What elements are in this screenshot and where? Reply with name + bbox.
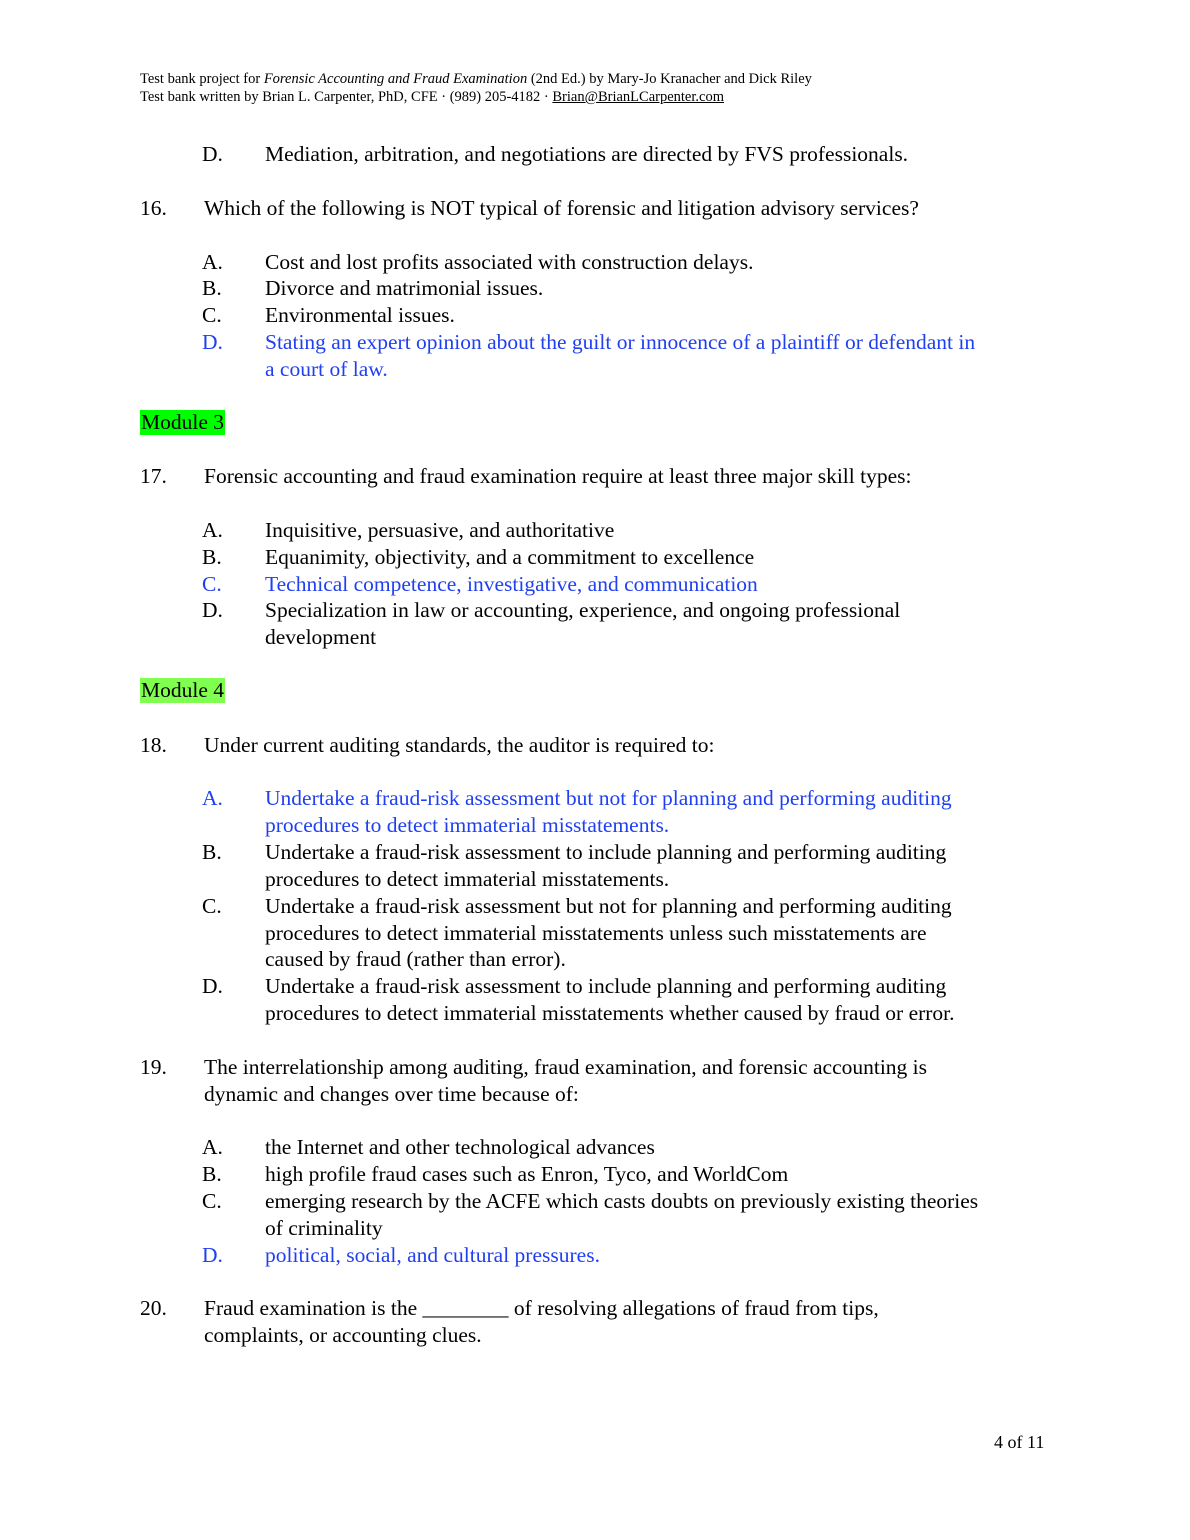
option-letter: A. bbox=[202, 1135, 223, 1159]
email-link[interactable]: Brian@BrianLCarpenter.com bbox=[552, 89, 724, 105]
text-line: a court of law. bbox=[265, 357, 388, 381]
text-line: development bbox=[265, 625, 377, 649]
option-letter: D. bbox=[202, 598, 223, 622]
text-line: Technical competence, investigative, and communication bbox=[265, 572, 758, 596]
question-number: 19. bbox=[140, 1055, 167, 1079]
option-letter: D. bbox=[202, 1243, 223, 1267]
text-line: Stating an expert opinion about the guilt or innocence of a plaintiff or defendant in bbox=[265, 330, 976, 354]
page-number: 4 of 11 bbox=[994, 1432, 1045, 1452]
text-line: complaints, or accounting clues. bbox=[204, 1323, 482, 1347]
text-line: procedures to detect immaterial misstatements. bbox=[265, 813, 670, 837]
text-line: procedures to detect immaterial misstatements whether caused by fraud or error. bbox=[265, 1001, 955, 1025]
text-line: Fraud examination is the ________ of resolving allegations of fraud from tips, bbox=[204, 1296, 879, 1320]
text-line: of criminality bbox=[265, 1216, 383, 1240]
header-line-2 bbox=[140, 88, 812, 106]
page-header bbox=[140, 70, 812, 106]
text-line: caused by fraud (rather than error). bbox=[265, 947, 566, 971]
question-number: 18. bbox=[140, 733, 167, 757]
text-line: procedures to detect immaterial misstatements. bbox=[265, 867, 670, 891]
text-line: Inquisitive, persuasive, and authoritative bbox=[265, 518, 615, 542]
text-line: emerging research by the ACFE which casts doubts on previously existing theories bbox=[265, 1189, 979, 1213]
text-line: Undertake a fraud-risk assessment to include planning and performing auditing bbox=[265, 840, 947, 864]
option-letter: B. bbox=[202, 1162, 222, 1186]
book-title: Forensic Accounting and Fraud Examination bbox=[263, 71, 528, 87]
module-4-heading: Module 4 bbox=[141, 678, 225, 702]
text-line: high profile fraud cases such as Enron, Tyco, and WorldCom bbox=[265, 1162, 789, 1186]
option-letter: D. bbox=[202, 974, 223, 998]
text-line: dynamic and changes over time because of: bbox=[204, 1082, 579, 1106]
text-line: Under current auditing standards, the auditor is required to: bbox=[204, 733, 715, 757]
text-line: the Internet and other technological advances bbox=[265, 1135, 655, 1159]
option-letter: B. bbox=[202, 276, 222, 300]
option-letter: B. bbox=[202, 545, 222, 569]
text-line: Test bank written by Brian L. Carpenter, PhD, CFE · (989) 205-4182 · bbox=[140, 89, 553, 105]
header-line-1 bbox=[140, 70, 812, 88]
text-line: Test bank project for bbox=[140, 71, 264, 87]
question-number: 20. bbox=[140, 1296, 167, 1320]
option-letter: C. bbox=[202, 894, 222, 918]
text-line: procedures to detect immaterial misstatements unless such misstatements are bbox=[265, 921, 927, 945]
text-line: Mediation, arbitration, and negotiations are directed by FVS professionals. bbox=[265, 142, 909, 166]
text-line: Undertake a fraud-risk assessment but not for planning and performing auditing bbox=[265, 786, 952, 810]
text-line: The interrelationship among auditing, fraud examination, and forensic accounting is bbox=[204, 1055, 928, 1079]
text-line: Environmental issues. bbox=[265, 303, 455, 327]
text-line: Cost and lost profits associated with construction delays. bbox=[265, 250, 754, 274]
option-letter: A. bbox=[202, 518, 223, 542]
text-line: political, social, and cultural pressures. bbox=[265, 1243, 600, 1267]
text-line: Which of the following is NOT typical of forensic and litigation advisory services? bbox=[204, 196, 919, 220]
text-line: Divorce and matrimonial issues. bbox=[265, 276, 544, 300]
text-line: Undertake a fraud-risk assessment but not for planning and performing auditing bbox=[265, 894, 952, 918]
text-line: Specialization in law or accounting, experience, and ongoing professional bbox=[265, 598, 901, 622]
option-letter: D. bbox=[202, 330, 223, 354]
option-letter: C. bbox=[202, 303, 222, 327]
text-line: Undertake a fraud-risk assessment to include planning and performing auditing bbox=[265, 974, 947, 998]
question-number: 17. bbox=[140, 464, 167, 488]
option-letter: C. bbox=[202, 1189, 222, 1213]
text-line: (2nd Ed.) by Mary-Jo Kranacher and Dick Riley bbox=[527, 71, 812, 87]
option-letter: C. bbox=[202, 572, 222, 596]
text-line: Forensic accounting and fraud examination require at least three major skill types: bbox=[204, 464, 912, 488]
module-3-heading: Module 3 bbox=[141, 410, 225, 434]
option-letter: A. bbox=[202, 786, 223, 810]
text-line: Equanimity, objectivity, and a commitment to excellence bbox=[265, 545, 755, 569]
question-number: 16. bbox=[140, 196, 167, 220]
option-letter: B. bbox=[202, 840, 222, 864]
option-letter: A. bbox=[202, 250, 223, 274]
option-letter: D. bbox=[202, 142, 223, 166]
